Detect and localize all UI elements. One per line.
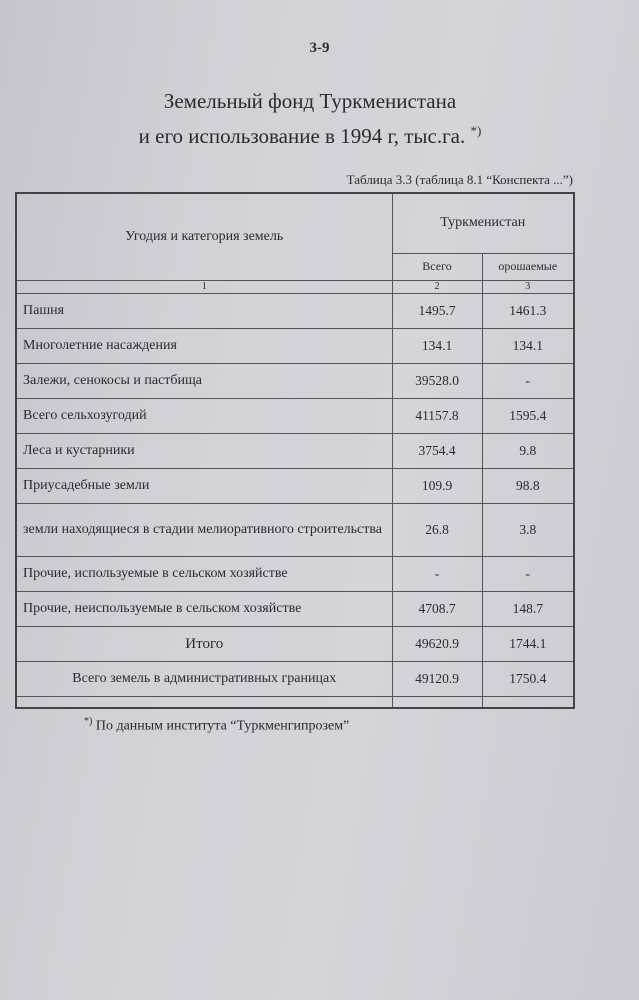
empty-cell	[392, 697, 482, 709]
row-irrigated: 1744.1	[482, 627, 574, 662]
index-cell-2: 2	[392, 281, 482, 294]
row-irrigated: 1461.3	[482, 294, 574, 329]
title-line-2-text: и его использование в 1994 г, тыс.га.	[138, 124, 466, 148]
row-irrigated: 98.8	[482, 469, 574, 504]
row-total: 1495.7	[392, 294, 482, 329]
footnote-mark: *)	[84, 716, 93, 727]
row-total: 134.1	[392, 329, 482, 364]
land-fund-table-wrap	[15, 192, 573, 709]
index-cell-1: 1	[16, 281, 392, 294]
table-row	[16, 294, 574, 329]
header-region: Туркменистан	[392, 193, 574, 253]
row-irrigated: 3.8	[482, 504, 574, 557]
table-row	[16, 469, 574, 504]
row-irrigated: 1595.4	[482, 399, 574, 434]
title-line-1: Земельный фонд Туркменистана	[163, 89, 457, 113]
empty-cell	[482, 697, 574, 709]
row-label: Пашня	[16, 294, 392, 329]
row-total: 3754.4	[392, 434, 482, 469]
table-row-admin	[16, 662, 574, 697]
row-total: 41157.8	[392, 399, 482, 434]
row-label: Всего сельхозугодий	[16, 399, 392, 434]
table-row	[16, 504, 574, 557]
table-caption: Таблица 3.3 (таблица 8.1 “Конспекта ...”)	[346, 172, 573, 187]
table-row	[16, 557, 574, 592]
title-line-2	[10, 116, 610, 151]
header-land-category: Угодия и категория земель	[16, 193, 392, 281]
row-total: -	[392, 557, 482, 592]
header-total: Всего	[392, 253, 482, 280]
row-total: 26.8	[392, 504, 482, 557]
table-row	[16, 364, 574, 399]
land-fund-table	[15, 192, 575, 709]
table-index-row	[16, 281, 574, 294]
table-row	[16, 329, 574, 364]
row-irrigated: -	[482, 557, 574, 592]
footnote	[84, 716, 349, 735]
row-label: Итого	[16, 627, 392, 662]
row-label: Залежи, сенокосы и пастбища	[16, 364, 392, 399]
row-irrigated: -	[482, 364, 574, 399]
page-number: 3-9	[309, 40, 330, 56]
row-label: Всего земель в административных границах	[16, 662, 392, 697]
row-label: Приусадебные земли	[16, 469, 392, 504]
row-label: земли находящиеся в стадии мелиоративного строительства	[16, 504, 392, 557]
row-total: 39528.0	[392, 364, 482, 399]
table-empty-row	[16, 697, 574, 709]
document-title	[0, 86, 610, 151]
empty-cell	[16, 697, 392, 709]
row-label: Прочие, неиспользуемые в сельском хозяйстве	[16, 592, 392, 627]
row-label: Многолетние насаждения	[16, 329, 392, 364]
header-irrigated: орошаемые	[482, 253, 574, 280]
row-total: 49120.9	[392, 662, 482, 697]
row-label: Прочие, используемые в сельском хозяйстве	[16, 557, 392, 592]
row-total: 109.9	[392, 469, 482, 504]
table-row-total	[16, 627, 574, 662]
row-irrigated: 9.8	[482, 434, 574, 469]
index-cell-3: 3	[482, 281, 574, 294]
title-footnote-mark: *)	[470, 123, 482, 138]
table-row	[16, 434, 574, 469]
table-header-row	[16, 193, 574, 253]
row-irrigated: 148.7	[482, 592, 574, 627]
table-row	[16, 592, 574, 627]
footnote-text: По данным института “Туркменгипрозем”	[92, 718, 350, 734]
row-irrigated: 1750.4	[482, 662, 574, 697]
table-row	[16, 399, 574, 434]
row-total: 49620.9	[392, 627, 482, 662]
row-irrigated: 134.1	[482, 329, 574, 364]
row-total: 4708.7	[392, 592, 482, 627]
row-label: Леса и кустарники	[16, 434, 392, 469]
